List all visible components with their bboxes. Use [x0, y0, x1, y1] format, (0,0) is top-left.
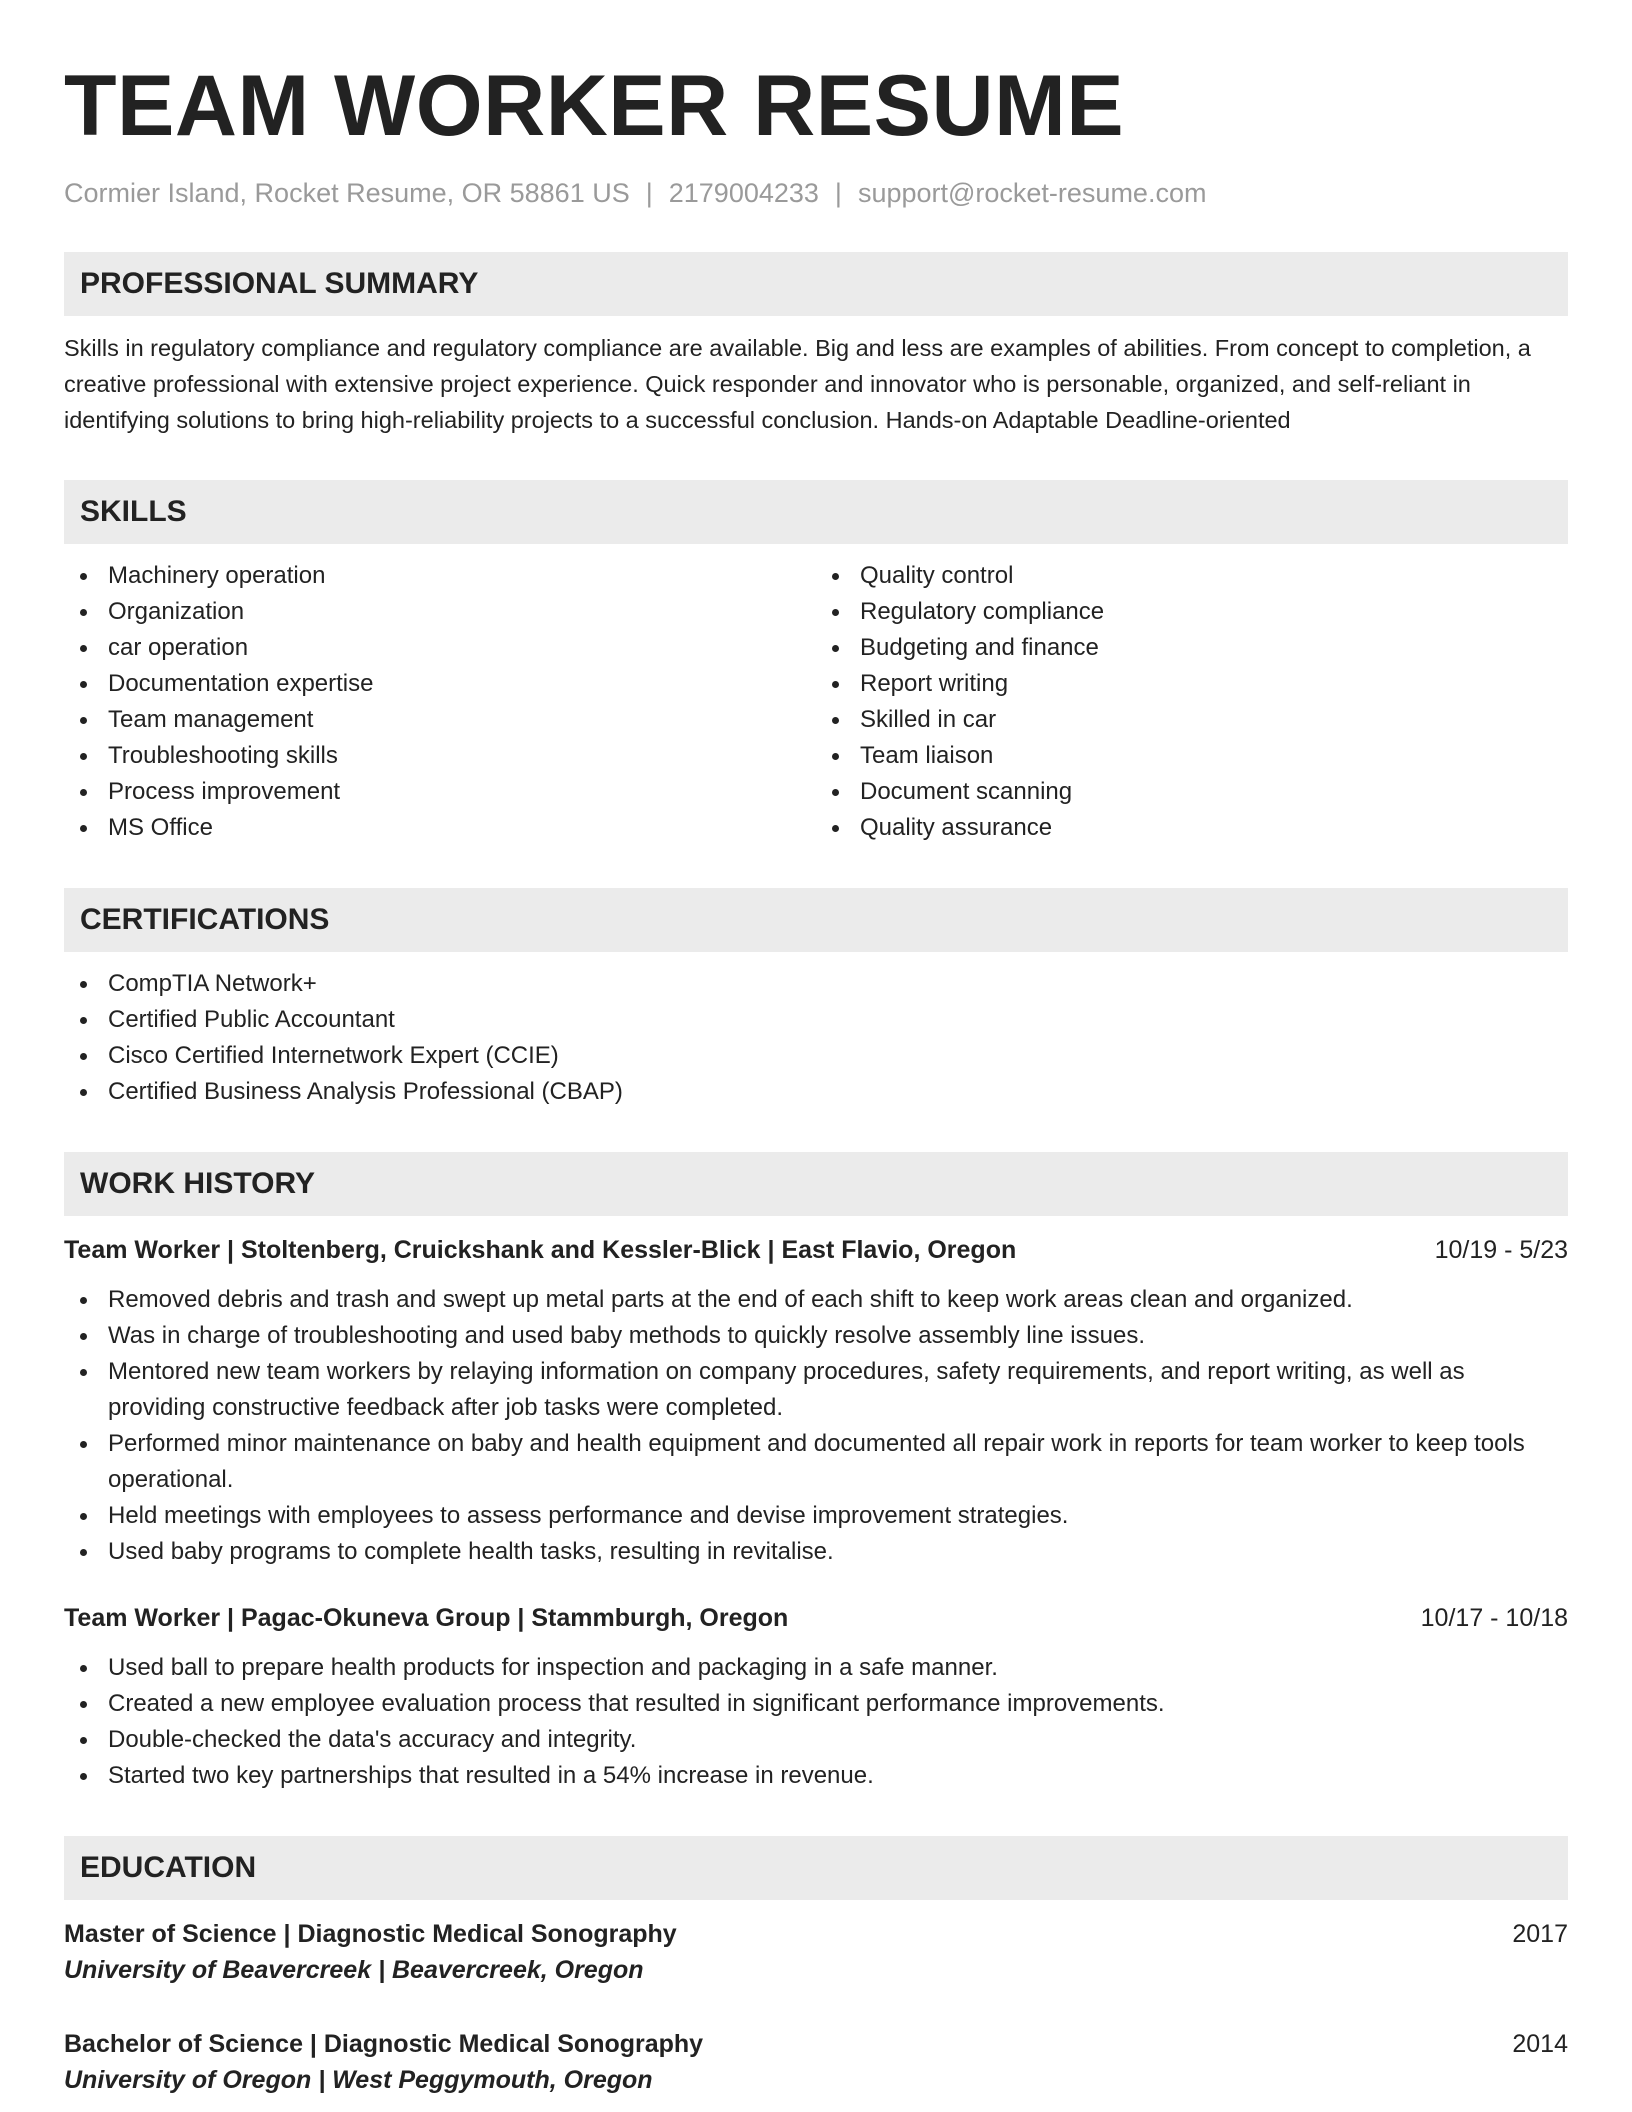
job-bullet: Mentored new team workers by relaying information on company procedures, safety requirements, and report writing, as well as providing constructive feedback after job tasks were completed.	[64, 1354, 1568, 1426]
job-bullet: Removed debris and trash and swept up metal parts at the end of each shift to keep work areas clean and organized.	[64, 1282, 1568, 1318]
resume-title: TEAM WORKER RESUME	[64, 58, 1125, 154]
education-entry	[64, 1916, 1568, 1988]
job-bullets	[64, 1282, 1568, 1570]
education-entry	[64, 2026, 1568, 2098]
certifications-list	[64, 966, 1568, 1110]
skill-item: car operation	[64, 630, 816, 666]
job-bullets	[64, 1650, 1568, 1794]
education-degree: Master of Science | Diagnostic Medical Sonography	[64, 1920, 677, 1948]
skills-heading: SKILLS	[64, 480, 1568, 544]
job-bullet: Performed minor maintenance on baby and health equipment and documented all repair work in reports for team worker to keep tools operational.	[64, 1426, 1568, 1498]
job-bullet: Held meetings with employees to assess performance and devise improvement strategies.	[64, 1498, 1568, 1534]
skills-grid	[64, 558, 1568, 846]
education-school: University of Beavercreek | Beavercreek, Oregon	[64, 1956, 644, 1984]
skills-left-list	[64, 558, 816, 846]
job-dates: 10/19 - 5/23	[1434, 1236, 1568, 1264]
contact-email: support@rocket-resume.com	[857, 178, 1207, 208]
job-entry	[64, 1232, 1568, 1570]
contact-address: Cormier Island, Rocket Resume, OR 58861 US	[64, 178, 630, 208]
certification-item: CompTIA Network+	[64, 966, 1568, 1002]
job-header	[64, 1600, 1568, 1636]
skill-item: Skilled in car	[816, 702, 1568, 738]
contact-line	[64, 176, 1568, 210]
job-bullet: Used ball to prepare health products for inspection and packaging in a safe manner.	[64, 1650, 1568, 1686]
job-bullet: Was in charge of troubleshooting and used baby methods to quickly resolve assembly line issues.	[64, 1318, 1568, 1354]
skills-right-list	[816, 558, 1568, 846]
skill-item: Team liaison	[816, 738, 1568, 774]
certification-item: Cisco Certified Internetwork Expert (CCIE)	[64, 1038, 1568, 1074]
education-degree: Bachelor of Science | Diagnostic Medical Sonography	[64, 2030, 704, 2058]
contact-separator: |	[834, 178, 842, 208]
job-dates: 10/17 - 10/18	[1420, 1604, 1568, 1632]
education-year: 2017	[1512, 1920, 1568, 1948]
skill-item: Troubleshooting skills	[64, 738, 816, 774]
job-header	[64, 1232, 1568, 1268]
skill-item: Process improvement	[64, 774, 816, 810]
skill-item: Quality assurance	[816, 810, 1568, 846]
contact-phone: 2179004233	[668, 178, 819, 208]
certification-item: Certified Business Analysis Professional (CBAP)	[64, 1074, 1568, 1110]
education-school: University of Oregon | West Peggymouth, Oregon	[64, 2066, 653, 2094]
education-header	[64, 2026, 1568, 2062]
skill-item: Budgeting and finance	[816, 630, 1568, 666]
job-title: Team Worker | Stoltenberg, Cruickshank and Kessler-Blick | East Flavio, Oregon	[64, 1236, 1017, 1264]
skill-item: Organization	[64, 594, 816, 630]
job-bullet: Used baby programs to complete health tasks, resulting in revitalise.	[64, 1534, 1568, 1570]
education-header	[64, 1916, 1568, 1952]
skill-item: Quality control	[816, 558, 1568, 594]
contact-separator: |	[645, 178, 653, 208]
skill-item: Report writing	[816, 666, 1568, 702]
certification-item: Certified Public Accountant	[64, 1002, 1568, 1038]
job-bullet: Double-checked the data's accuracy and integrity.	[64, 1722, 1568, 1758]
skill-item: MS Office	[64, 810, 816, 846]
skill-item: Team management	[64, 702, 816, 738]
education-heading: EDUCATION	[64, 1836, 1568, 1900]
skill-item: Documentation expertise	[64, 666, 816, 702]
certifications-heading: CERTIFICATIONS	[64, 888, 1568, 952]
job-entry	[64, 1600, 1568, 1794]
work-history-heading: WORK HISTORY	[64, 1152, 1568, 1216]
summary-text: Skills in regulatory compliance and regulatory compliance are available. Big and less are examples of abilities. From concept to completion, a creative professional with extensive project experience. Quick responder and innovator who is personable, organized, and self-reliant in identifying solutions to bring high-reliability projects to a successful conclusion. Hands-on Adaptable Deadline-oriented	[64, 335, 1531, 433]
job-title: Team Worker | Pagac-Okuneva Group | Stammburgh, Oregon	[64, 1604, 789, 1632]
summary-heading: PROFESSIONAL SUMMARY	[64, 252, 1568, 316]
skill-item: Regulatory compliance	[816, 594, 1568, 630]
skill-item: Document scanning	[816, 774, 1568, 810]
job-bullet: Created a new employee evaluation process that resulted in significant performance improvements.	[64, 1686, 1568, 1722]
education-year: 2014	[1512, 2030, 1568, 2058]
skill-item: Machinery operation	[64, 558, 816, 594]
job-bullet: Started two key partnerships that resulted in a 54% increase in revenue.	[64, 1758, 1568, 1794]
